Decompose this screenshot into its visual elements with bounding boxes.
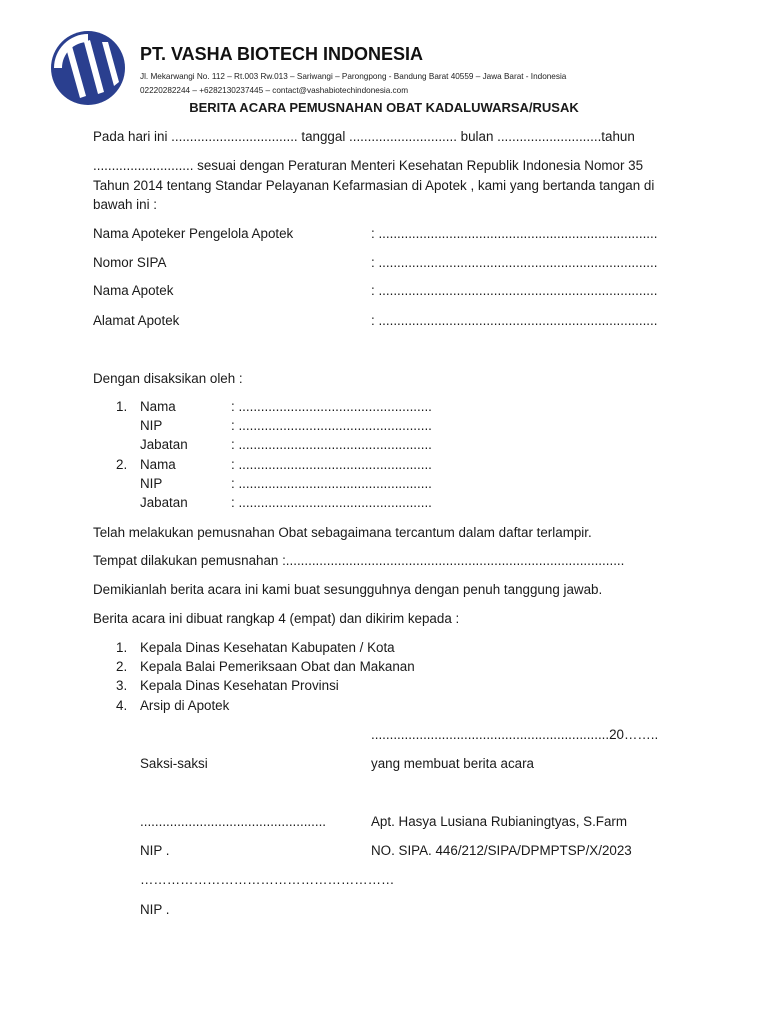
witness1-signature-line: .................................................. bbox=[140, 814, 327, 829]
witness-label: NIP bbox=[140, 476, 163, 491]
field-label: Nama Apoteker Pengelola Apotek bbox=[93, 226, 294, 241]
document-title: BERITA ACARA PEMUSNAHAN OBAT KADALUWARSA/RUSAK bbox=[189, 100, 579, 115]
statement-place: Tempat dilakukan pemusnahan :........................................................................................... bbox=[93, 553, 625, 568]
field-value: : ........................................................................... bbox=[371, 313, 658, 328]
field-value: : ........................................................................... bbox=[371, 255, 658, 270]
witness-value: : .................................................... bbox=[231, 476, 432, 491]
statement-closing: Demikianlah berita acara ini kami buat sesungguhnya dengan penuh tanggung jawab. bbox=[93, 582, 603, 597]
field-label: Nomor SIPA bbox=[93, 255, 167, 270]
witness-label: Nama bbox=[140, 399, 176, 414]
recipient-number: 3. bbox=[116, 678, 128, 693]
witnessed-by-label: Dengan disaksikan oleh : bbox=[93, 371, 243, 386]
statement-copies: Berita acara ini dibuat rangkap 4 (empat) dan dikirim kepada : bbox=[93, 611, 460, 626]
signature-date-line: ................................................................20…….. bbox=[371, 727, 659, 742]
witness-number: 1. bbox=[116, 399, 128, 414]
field-value: : ........................................................................... bbox=[371, 283, 658, 298]
recipient-number: 1. bbox=[116, 640, 128, 655]
witness2-nip: NIP . bbox=[140, 902, 170, 917]
maker-sipa: NO. SIPA. 446/212/SIPA/DPMPTSP/X/2023 bbox=[371, 843, 632, 858]
intro-paragraph: ........................... sesuai dengan Peraturan Menteri Kesehatan Republik Indonesia Nomor 35 Tahun 2014 tentang Standar Pelayanan Kefarmasian di Apotek , kami yang bertanda tangan di bawah ini : bbox=[93, 158, 655, 212]
field-label: Alamat Apotek bbox=[93, 313, 180, 328]
recipient-number: 2. bbox=[116, 659, 128, 674]
witness-value: : .................................................... bbox=[231, 437, 432, 452]
witness-label: Nama bbox=[140, 457, 176, 472]
recipient-item: Kepala Dinas Kesehatan Kabupaten / Kota bbox=[140, 640, 395, 655]
recipient-number: 4. bbox=[116, 698, 128, 713]
recipient-item: Arsip di Apotek bbox=[140, 698, 230, 713]
company-address: Jl. Mekarwangi No. 112 – Rt.003 Rw.013 – Sariwangi – Parongpong - Bandung Barat 40559 – Jawa Barat - Indonesia bbox=[140, 72, 567, 81]
witness-value: : .................................................... bbox=[231, 399, 432, 414]
witness2-signature-line: ………………………………………………… bbox=[140, 872, 395, 887]
recipient-item: Kepala Dinas Kesehatan Provinsi bbox=[140, 678, 339, 693]
statement-performed: Telah melakukan pemusnahan Obat sebagaimana tercantum dalam daftar terlampir. bbox=[93, 525, 592, 540]
witness-value: : .................................................... bbox=[231, 457, 432, 472]
field-value: : ........................................................................... bbox=[371, 226, 658, 241]
maker-name: Apt. Hasya Lusiana Rubianingtyas, S.Farm bbox=[371, 814, 628, 829]
company-name: PT. VASHA BIOTECH INDONESIA bbox=[140, 44, 424, 64]
witness-value: : .................................................... bbox=[231, 418, 432, 433]
field-label: Nama Apotek bbox=[93, 283, 174, 298]
witnesses-label: Saksi-saksi bbox=[140, 756, 208, 771]
intro-date-line: Pada hari ini .................................. tanggal ............................. bulan ............................tahun bbox=[93, 129, 635, 144]
witness-value: : .................................................... bbox=[231, 495, 432, 510]
recipient-item: Kepala Balai Pemeriksaan Obat dan Makanan bbox=[140, 659, 415, 674]
witness-label: NIP bbox=[140, 418, 163, 433]
vasha-logo-icon bbox=[48, 28, 128, 108]
witness-label: Jabatan bbox=[140, 437, 188, 452]
witness1-nip: NIP . bbox=[140, 843, 170, 858]
company-contact: 02220282244 – +6282130237445 – contact@vashabiotechindonesia.com bbox=[140, 86, 409, 95]
witness-label: Jabatan bbox=[140, 495, 188, 510]
witness-number: 2. bbox=[116, 457, 128, 472]
maker-label: yang membuat berita acara bbox=[371, 756, 535, 771]
